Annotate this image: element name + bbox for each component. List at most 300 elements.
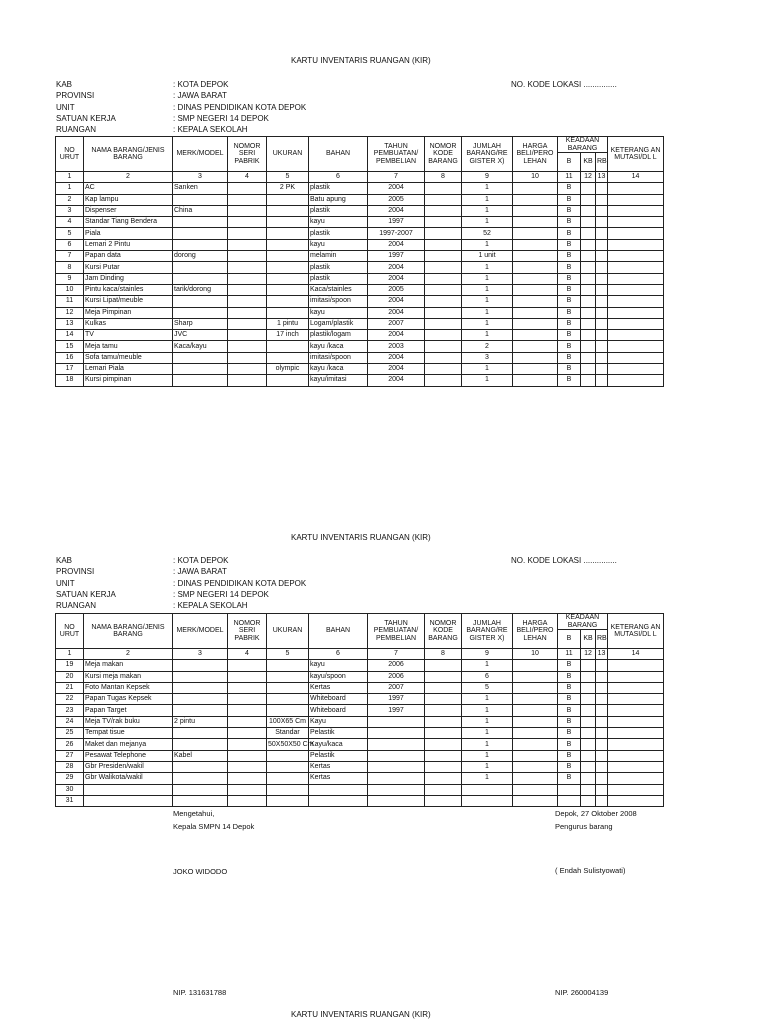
cell-bahan: Kertas (309, 682, 368, 693)
cell-jumlah: 1 (462, 750, 513, 761)
cell-nama-barang: AC (84, 183, 173, 194)
cell-nomor-seri (228, 330, 267, 341)
cell-nomor-seri (228, 739, 267, 750)
cell-keterangan (608, 228, 664, 239)
cell-keadaan-b: B (558, 682, 581, 693)
cell-bahan: kayu (309, 217, 368, 228)
cell-keadaan-b: B (558, 728, 581, 739)
cell-nomor-seri (228, 671, 267, 682)
cell-kode-barang (425, 705, 462, 716)
cell-tahun: 1997 (368, 217, 425, 228)
cell-tahun: 2003 (368, 341, 425, 352)
cell-jumlah: 1 (462, 716, 513, 727)
cell-jumlah: 3 (462, 352, 513, 363)
kab-label: KAB (56, 556, 73, 565)
cell-ukuran (267, 694, 309, 705)
col-harga: HARGA BELI/PERO LEHAN (513, 137, 558, 172)
cell-keadaan-kb (581, 671, 596, 682)
cell-keadaan-kb (581, 205, 596, 216)
cell-bahan: kayu (309, 239, 368, 250)
cell-keadaan-kb (581, 183, 596, 194)
cell-kode-barang (425, 251, 462, 262)
table-row (56, 330, 664, 341)
cell-keadaan-kb (581, 217, 596, 228)
cell-tahun: 2004 (368, 352, 425, 363)
cell-ukuran (267, 251, 309, 262)
cell-merk-model (173, 728, 228, 739)
cell-ukuran (267, 671, 309, 682)
cell-harga (513, 784, 558, 795)
col-harga: HARGA BELI/PERO LEHAN (513, 614, 558, 649)
column-number-cell: 10 (513, 172, 558, 183)
cell-keadaan-rb (596, 716, 608, 727)
cell-tahun: 1997 (368, 705, 425, 716)
cell-merk-model: Sanken (173, 183, 228, 194)
cell-harga (513, 183, 558, 194)
cell-keterangan (608, 284, 664, 295)
cell-jumlah: 5 (462, 682, 513, 693)
ruangan-label: RUANGAN (56, 601, 97, 611)
table-row (56, 228, 664, 239)
cell-bahan: Kertas (309, 773, 368, 784)
cell-no-urut: 3 (56, 205, 84, 216)
cell-harga (513, 795, 558, 806)
cell-kode-barang (425, 330, 462, 341)
cell-merk-model: 2 pintu (173, 716, 228, 727)
ruangan-label: RUANGAN (56, 125, 97, 135)
cell-merk-model (173, 375, 228, 386)
col-no-urut: NO URUT (56, 137, 84, 172)
cell-keadaan-rb (596, 750, 608, 761)
kode-lokasi-2: NO. KODE LOKASI ............... (511, 556, 617, 565)
cell-nomor-seri (228, 251, 267, 262)
cell-keterangan (608, 739, 664, 750)
cell-no-urut: 14 (56, 330, 84, 341)
cell-nama-barang: Tempat tisue (84, 728, 173, 739)
satuan-kerja-label: SATUAN KERJA (56, 589, 116, 599)
column-number-cell: 12 (581, 172, 596, 183)
cell-keadaan-rb (596, 341, 608, 352)
cell-nomor-seri (228, 364, 267, 375)
cell-tahun: 2006 (368, 660, 425, 671)
cell-keadaan-rb (596, 773, 608, 784)
cell-nomor-seri (228, 682, 267, 693)
cell-no-urut: 11 (56, 296, 84, 307)
ruangan-value: : KEPALA SEKOLAH (173, 601, 248, 611)
cell-nama-barang: Meja Pimpinan (84, 307, 173, 318)
cell-no-urut: 18 (56, 375, 84, 386)
column-number-cell: 2 (84, 649, 173, 660)
cell-tahun (368, 728, 425, 739)
column-number-cell: 10 (513, 649, 558, 660)
kab-value: : KOTA DEPOK (173, 556, 229, 565)
cell-ukuran (267, 239, 309, 250)
cell-keterangan (608, 694, 664, 705)
inventory-table-2 (55, 613, 664, 807)
signer-left-name: JOKO WIDODO (173, 867, 228, 876)
cell-nama-barang: Kap lampu (84, 194, 173, 205)
cell-keterangan (608, 307, 664, 318)
cell-merk-model (173, 307, 228, 318)
cell-tahun: 2007 (368, 682, 425, 693)
cell-keadaan-b: B (558, 341, 581, 352)
cell-jumlah: 1 (462, 318, 513, 329)
cell-kode-barang (425, 352, 462, 363)
cell-merk-model: JVC (173, 330, 228, 341)
cell-ukuran (267, 205, 309, 216)
cell-keadaan-kb (581, 795, 596, 806)
cell-keadaan-b: B (558, 239, 581, 250)
cell-harga (513, 273, 558, 284)
column-number-cell: 3 (173, 649, 228, 660)
header-values (173, 79, 306, 135)
column-number-cell: 12 (581, 649, 596, 660)
place-date: Depok, 27 Oktober 2008 (555, 809, 637, 818)
cell-kode-barang (425, 694, 462, 705)
column-number-cell: 2 (84, 172, 173, 183)
column-number-cell: 13 (596, 172, 608, 183)
table-row (56, 352, 664, 363)
cell-jumlah: 1 (462, 761, 513, 772)
cell-jumlah: 1 (462, 194, 513, 205)
table-1-head (56, 137, 664, 172)
cell-kode-barang (425, 318, 462, 329)
cell-nomor-seri (228, 183, 267, 194)
cell-keterangan (608, 239, 664, 250)
cell-merk-model (173, 262, 228, 273)
cell-bahan: Kaca/stainles (309, 284, 368, 295)
table-row (56, 705, 664, 716)
cell-keterangan (608, 705, 664, 716)
cell-merk-model (173, 296, 228, 307)
cell-keterangan (608, 341, 664, 352)
cell-bahan: Whiteboard (309, 694, 368, 705)
cell-keterangan (608, 251, 664, 262)
kode-lokasi: NO. KODE LOKASI ............... (511, 80, 617, 89)
cell-keadaan-kb (581, 296, 596, 307)
col-tahun: TAHUN PEMBUATAN/ PEMBELIAN (368, 614, 425, 649)
cell-bahan: kayu/spoon (309, 671, 368, 682)
column-number-cell: 14 (608, 172, 664, 183)
cell-nomor-seri (228, 375, 267, 386)
cell-jumlah: 2 (462, 341, 513, 352)
cell-keadaan-b: B (558, 217, 581, 228)
cell-nama-barang: Foto Mantan Kepsek (84, 682, 173, 693)
cell-no-urut: 5 (56, 228, 84, 239)
cell-keadaan-kb (581, 318, 596, 329)
cell-harga (513, 194, 558, 205)
cell-jumlah: 1 (462, 705, 513, 716)
cell-nomor-seri (228, 784, 267, 795)
cell-jumlah: 1 (462, 205, 513, 216)
cell-keadaan-kb (581, 251, 596, 262)
cell-harga (513, 773, 558, 784)
inventory-table-1 (55, 136, 664, 387)
cell-no-urut: 20 (56, 671, 84, 682)
cell-no-urut: 31 (56, 795, 84, 806)
col-rb: RB (596, 153, 608, 172)
table-1-number-row (56, 172, 664, 183)
column-number-cell: 8 (425, 172, 462, 183)
col-bahan: BAHAN (309, 137, 368, 172)
cell-no-urut: 26 (56, 739, 84, 750)
cell-keadaan-kb (581, 341, 596, 352)
cell-keadaan-kb (581, 750, 596, 761)
cell-nama-barang: Meja TV/rak buku (84, 716, 173, 727)
provinsi-value: : JAWA BARAT (173, 567, 227, 577)
cell-keadaan-rb (596, 705, 608, 716)
cell-ukuran (267, 296, 309, 307)
table-row (56, 239, 664, 250)
cell-bahan: Kayu/kaca (309, 739, 368, 750)
cell-tahun: 2004 (368, 183, 425, 194)
cell-keterangan (608, 773, 664, 784)
cell-harga (513, 671, 558, 682)
cell-keadaan-kb (581, 273, 596, 284)
table-row (56, 728, 664, 739)
cell-nomor-seri (228, 273, 267, 284)
cell-jumlah: 1 (462, 739, 513, 750)
cell-keadaan-b: B (558, 671, 581, 682)
cell-keterangan (608, 194, 664, 205)
cell-nomor-seri (228, 795, 267, 806)
cell-keadaan-kb (581, 761, 596, 772)
col-tahun: TAHUN PEMBUATAN/ PEMBELIAN (368, 137, 425, 172)
table-row (56, 739, 664, 750)
cell-jumlah: 1 (462, 296, 513, 307)
cell-tahun (368, 761, 425, 772)
cell-keadaan-kb (581, 284, 596, 295)
cell-keadaan-b: B (558, 183, 581, 194)
cell-jumlah: 1 (462, 773, 513, 784)
cell-harga (513, 228, 558, 239)
cell-keadaan-b: B (558, 773, 581, 784)
cell-keadaan-rb (596, 795, 608, 806)
cell-harga (513, 239, 558, 250)
satuan-kerja-label: SATUAN KERJA (56, 113, 116, 123)
cell-keadaan-kb (581, 773, 596, 784)
cell-nomor-seri (228, 307, 267, 318)
column-number-cell: 6 (309, 649, 368, 660)
cell-nama-barang: Kursi meja makan (84, 671, 173, 682)
cell-harga (513, 307, 558, 318)
col-ukuran: UKURAN (267, 137, 309, 172)
cell-keadaan-kb (581, 228, 596, 239)
cell-harga (513, 694, 558, 705)
table-row (56, 183, 664, 194)
cell-keadaan-b: B (558, 375, 581, 386)
cell-keterangan (608, 364, 664, 375)
cell-tahun: 2004 (368, 239, 425, 250)
cell-merk-model (173, 705, 228, 716)
cell-harga (513, 352, 558, 363)
cell-merk-model (173, 228, 228, 239)
cell-tahun (368, 739, 425, 750)
table-2-body (56, 660, 664, 807)
table-row (56, 307, 664, 318)
col-nama-barang: NAMA BARANG/JENIS BARANG (84, 137, 173, 172)
cell-keadaan-rb (596, 364, 608, 375)
cell-bahan: Logam/plastik (309, 318, 368, 329)
cell-keadaan-b: B (558, 750, 581, 761)
table-1-body (56, 183, 664, 386)
cell-jumlah: 1 (462, 364, 513, 375)
cell-nama-barang: Papan data (84, 251, 173, 262)
col-merk-model: MERK/MODEL (173, 614, 228, 649)
cell-keadaan-b (558, 784, 581, 795)
cell-no-urut: 28 (56, 761, 84, 772)
col-b: B (558, 630, 581, 649)
cell-bahan: Kertas (309, 761, 368, 772)
cell-harga (513, 205, 558, 216)
cell-ukuran (267, 273, 309, 284)
cell-nama-barang: Sofa tamu/meuble (84, 352, 173, 363)
cell-jumlah: 1 (462, 694, 513, 705)
cell-keadaan-b: B (558, 273, 581, 284)
cell-nomor-seri (228, 716, 267, 727)
doc-title-2: KARTU INVENTARIS RUANGAN (KIR) (291, 533, 431, 542)
cell-keadaan-rb (596, 375, 608, 386)
cell-bahan: plastik (309, 183, 368, 194)
cell-tahun (368, 795, 425, 806)
cell-ukuran (267, 217, 309, 228)
col-kb: KB (581, 630, 596, 649)
cell-keadaan-b: B (558, 307, 581, 318)
cell-harga (513, 251, 558, 262)
cell-nama-barang: Dispenser (84, 205, 173, 216)
cell-keadaan-rb (596, 284, 608, 295)
col-bahan: BAHAN (309, 614, 368, 649)
cell-merk-model (173, 671, 228, 682)
table-row (56, 682, 664, 693)
cell-keterangan (608, 716, 664, 727)
cell-bahan (309, 795, 368, 806)
cell-ukuran (267, 761, 309, 772)
cell-keadaan-b: B (558, 660, 581, 671)
cell-kode-barang (425, 682, 462, 693)
cell-keterangan (608, 671, 664, 682)
cell-tahun: 2004 (368, 273, 425, 284)
cell-no-urut: 19 (56, 660, 84, 671)
cell-harga (513, 318, 558, 329)
cell-kode-barang (425, 795, 462, 806)
cell-keadaan-rb (596, 296, 608, 307)
cell-kode-barang (425, 784, 462, 795)
cell-jumlah: 52 (462, 228, 513, 239)
cell-keadaan-kb (581, 694, 596, 705)
col-no-urut: NO URUT (56, 614, 84, 649)
cell-keadaan-kb (581, 330, 596, 341)
cell-nama-barang: Meja tamu (84, 341, 173, 352)
cell-no-urut: 25 (56, 728, 84, 739)
cell-keadaan-b: B (558, 262, 581, 273)
cell-bahan: Kayu (309, 716, 368, 727)
table-row (56, 375, 664, 386)
cell-jumlah: 1 (462, 330, 513, 341)
col-kb: KB (581, 153, 596, 172)
cell-ukuran (267, 705, 309, 716)
cell-nomor-seri (228, 239, 267, 250)
cell-harga (513, 296, 558, 307)
table-row (56, 262, 664, 273)
cell-keterangan (608, 682, 664, 693)
cell-ukuran (267, 660, 309, 671)
cell-keterangan (608, 262, 664, 273)
cell-bahan: imitasi/spoon (309, 296, 368, 307)
table-row (56, 284, 664, 295)
cell-keadaan-kb (581, 262, 596, 273)
cell-no-urut: 17 (56, 364, 84, 375)
cell-nama-barang: Papan Target (84, 705, 173, 716)
cell-merk-model (173, 739, 228, 750)
pengurus-barang-title: Pengurus barang (555, 822, 613, 831)
provinsi-value: : JAWA BARAT (173, 91, 227, 101)
column-number-cell: 6 (309, 172, 368, 183)
cell-bahan: imitasi/spoon (309, 352, 368, 363)
col-keadaan-barang: KEADAAN BARANG (558, 137, 608, 153)
cell-tahun: 2004 (368, 262, 425, 273)
cell-no-urut: 16 (56, 352, 84, 363)
column-number-cell: 11 (558, 172, 581, 183)
column-number-cell: 5 (267, 172, 309, 183)
cell-nomor-seri (228, 694, 267, 705)
cell-kode-barang (425, 194, 462, 205)
cell-nama-barang: Standar Tiang Bendera (84, 217, 173, 228)
cell-nomor-seri (228, 761, 267, 772)
cell-keadaan-rb (596, 217, 608, 228)
cell-nama-barang: Pesawat Telephone (84, 750, 173, 761)
cell-nama-barang (84, 795, 173, 806)
cell-kode-barang (425, 262, 462, 273)
cell-keadaan-b: B (558, 761, 581, 772)
cell-bahan: kayu/imitasi (309, 375, 368, 386)
cell-ukuran: Standar (267, 728, 309, 739)
cell-merk-model (173, 660, 228, 671)
cell-keadaan-kb (581, 375, 596, 386)
cell-merk-model (173, 694, 228, 705)
cell-harga (513, 716, 558, 727)
cell-nama-barang: Gbr Presiden/wakil (84, 761, 173, 772)
cell-ukuran (267, 262, 309, 273)
cell-ukuran: 1 pintu (267, 318, 309, 329)
cell-bahan: kayu (309, 307, 368, 318)
cell-keadaan-rb (596, 228, 608, 239)
cell-bahan: plastik (309, 228, 368, 239)
cell-keterangan (608, 296, 664, 307)
cell-jumlah: 1 (462, 728, 513, 739)
col-merk-model: MERK/MODEL (173, 137, 228, 172)
cell-merk-model (173, 194, 228, 205)
cell-nomor-seri (228, 750, 267, 761)
cell-bahan: plastik (309, 273, 368, 284)
cell-ukuran: 17 inch (267, 330, 309, 341)
cell-no-urut: 2 (56, 194, 84, 205)
cell-harga (513, 705, 558, 716)
cell-kode-barang (425, 728, 462, 739)
unit-value: : DINAS PENDIDIKAN KOTA DEPOK (173, 102, 307, 112)
column-number-cell: 7 (368, 649, 425, 660)
cell-bahan: Pelastik (309, 728, 368, 739)
cell-tahun: 2004 (368, 364, 425, 375)
cell-merk-model: tarik/dorong (173, 284, 228, 295)
cell-merk-model (173, 682, 228, 693)
cell-jumlah (462, 795, 513, 806)
table-2-number-row (56, 649, 664, 660)
cell-nomor-seri (228, 352, 267, 363)
col-keterangan: KETERANG AN MUTASI/DL L (608, 137, 664, 172)
cell-keterangan (608, 750, 664, 761)
column-number-cell: 7 (368, 172, 425, 183)
